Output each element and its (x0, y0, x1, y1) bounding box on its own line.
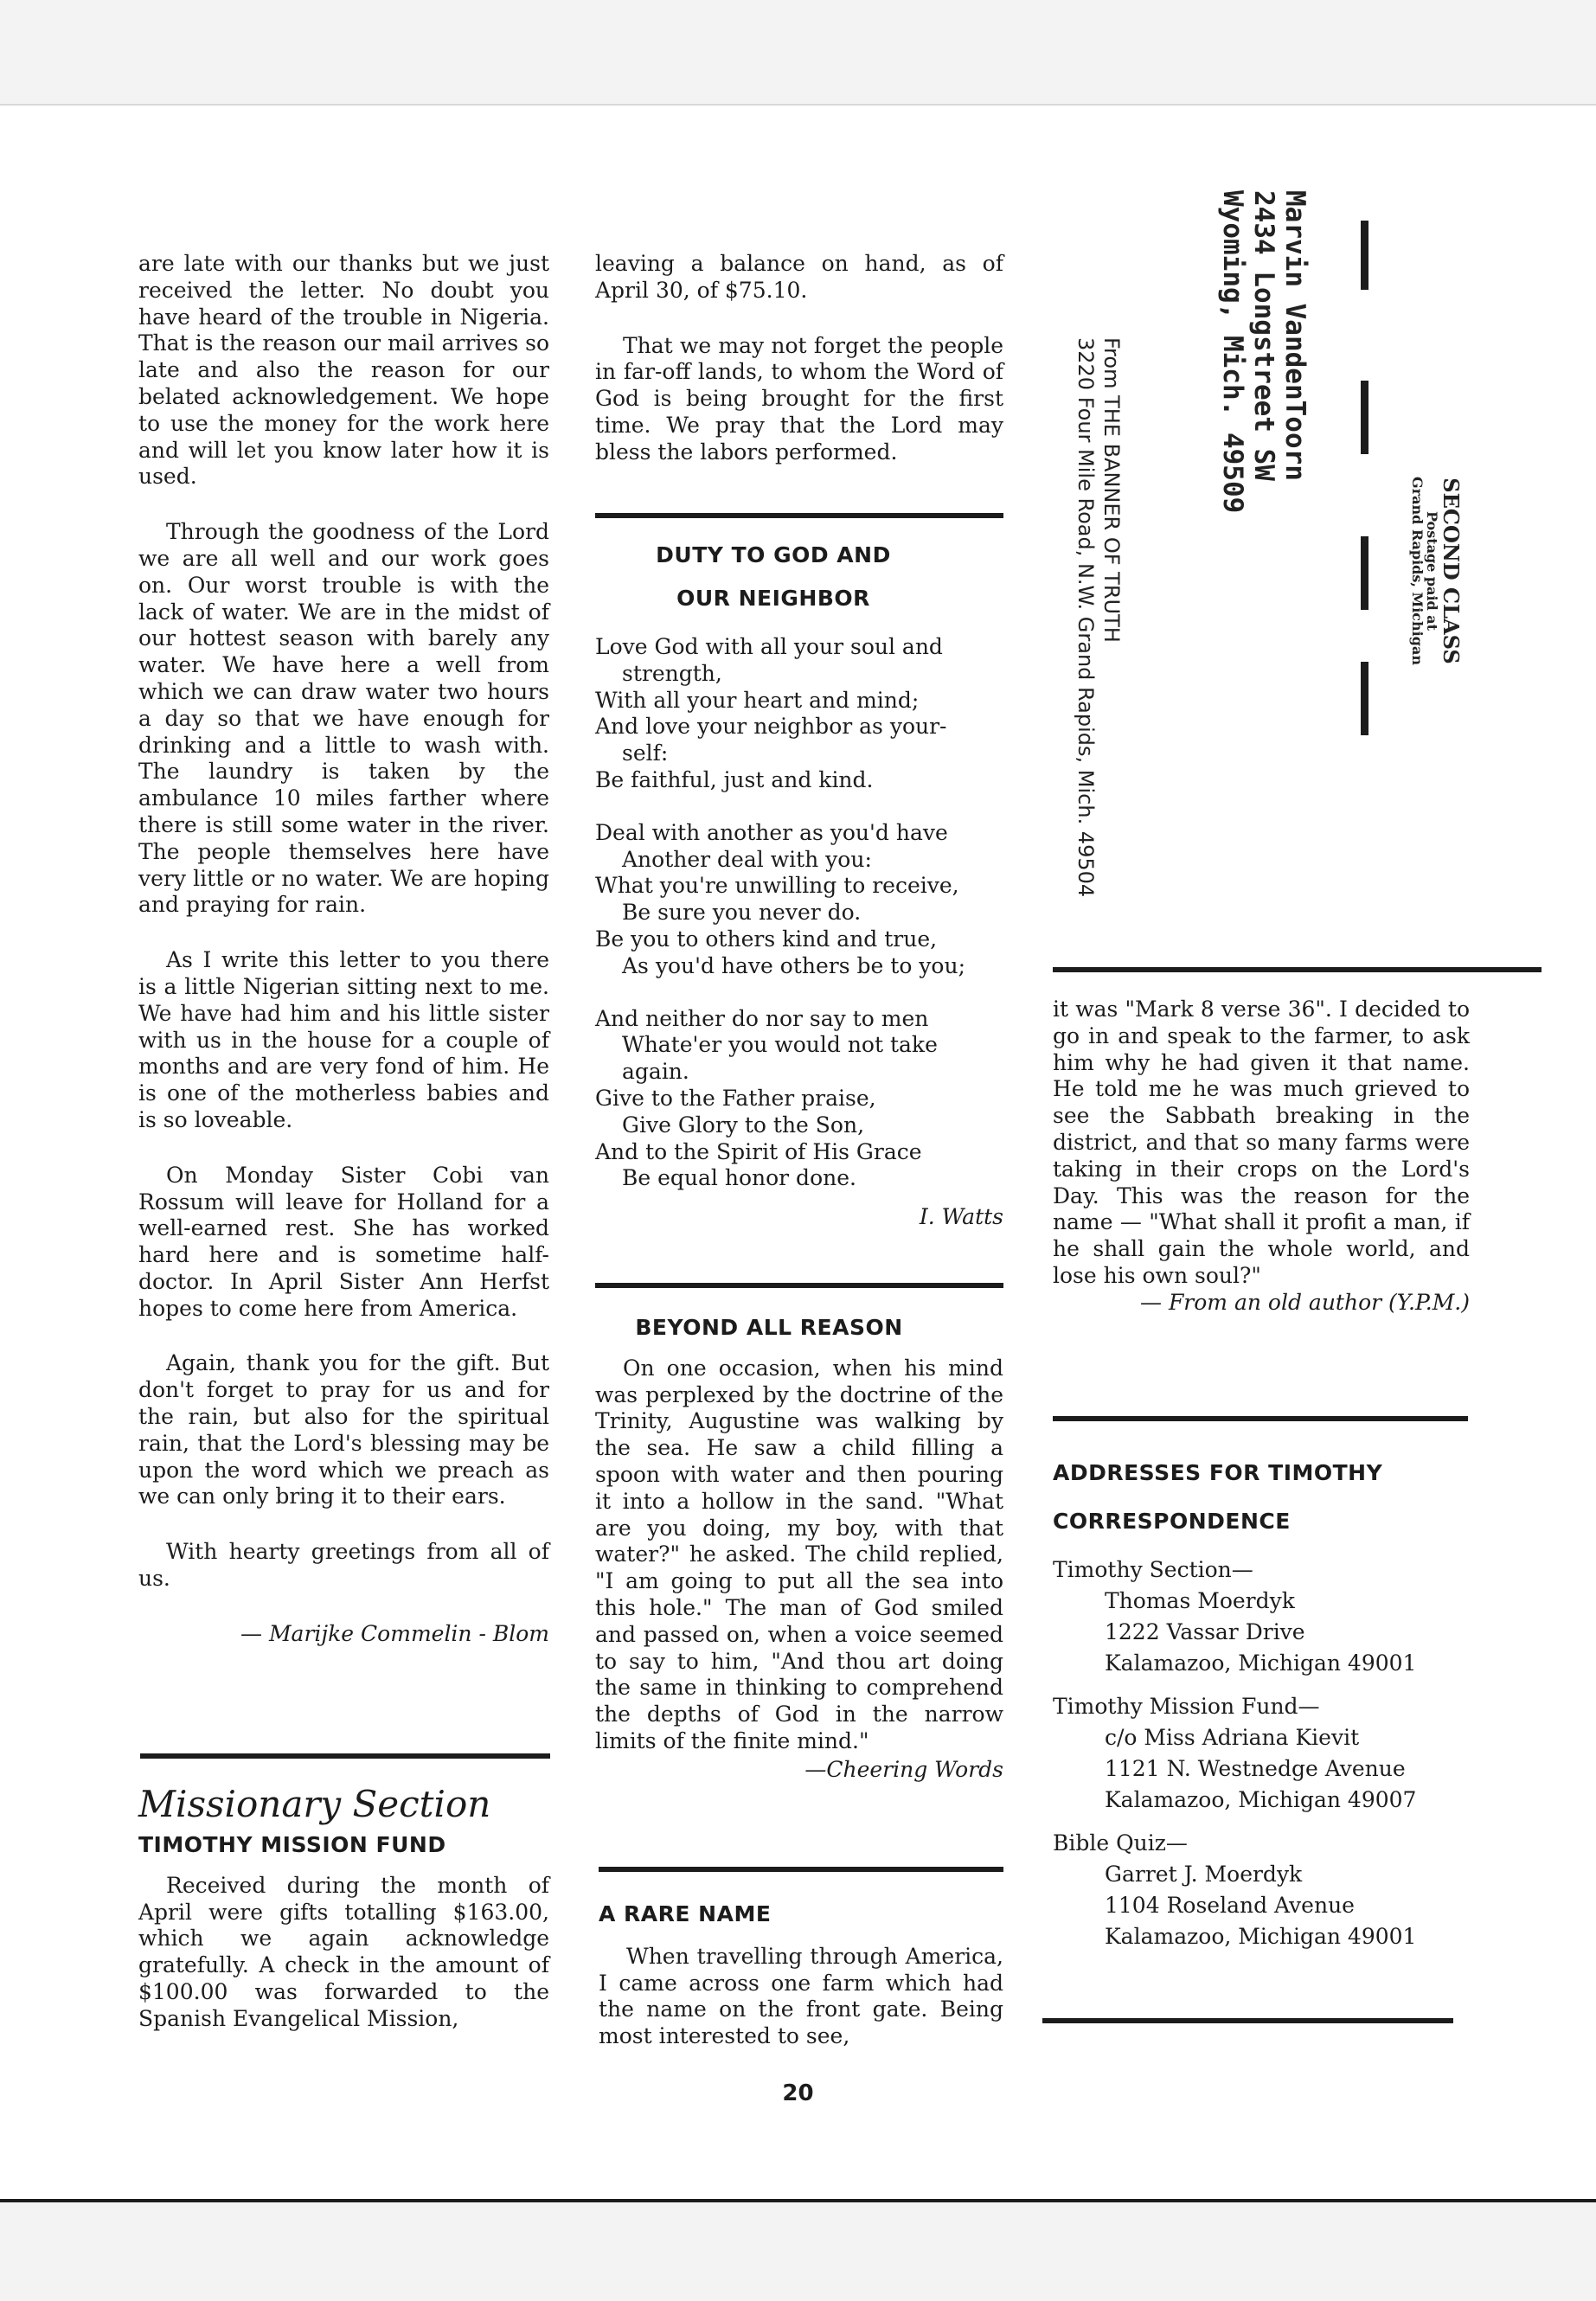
poem-line: Another deal with you: (622, 846, 872, 872)
label-bar (1361, 221, 1368, 290)
address-line: Kalamazoo, Michigan 49001 (1105, 1924, 1417, 1949)
poem-rule (595, 513, 1003, 518)
poem-line: Be faithful, just and kind. (595, 766, 874, 792)
poem-heading: OUR NEIGHBOR (676, 586, 870, 611)
section-rule (140, 1753, 550, 1759)
address-line: Kalamazoo, Michigan 49001 (1105, 1650, 1417, 1676)
letter-paragraph: As I write this letter to you there is a little Nigerian sitting next to me. We have had him and his little sister with us in the house for a couple of months and are very fond of him. He is one of the motherless babies and is so loveable. (138, 947, 549, 1132)
addresses-heading: CORRESPONDENCE (1053, 1509, 1291, 1534)
from-line: 3220 Four Mile Road, N.W. Grand Rapids, Mich. 49504 (1074, 337, 1098, 898)
address-line: Marvin VandenToorn (1279, 190, 1311, 481)
poem-line: strength, (622, 660, 722, 686)
letter-paragraph: Through the goodness of the Lord we are all well and our work goes on. Our worst trouble is with the lack of water. We are in the midst of our hottest season with barely any water. We have here a well from which we can draw water two hours a day so that we have enough for drinking and a little to wash with. The laundry is taken by the ambulance 10 miles farther where there is still some water in the river. The people themselves here have very little or no water. We are hoping and praying for rain. (138, 519, 549, 918)
rare-heading: A RARE NAME (599, 1901, 772, 1926)
address-line: Garret J. Moerdyk (1105, 1862, 1303, 1887)
from-line: From THE BANNER OF TRUTH (1099, 337, 1124, 643)
poem-line: Be sure you never do. (622, 900, 862, 926)
address-block (1053, 1554, 1503, 1679)
address-line: 1222 Vassar Drive (1105, 1619, 1305, 1644)
reason-rule (595, 1283, 1003, 1288)
address-label: Timothy Mission Fund— (1053, 1694, 1320, 1719)
permit-line: Grand Rapids, Michigan (1409, 477, 1426, 665)
rare-rule (599, 1867, 1003, 1872)
letter-paragraph: are late with our thanks but we just received the letter. No doubt you have heard of the trouble in Nigeria. That is the reason our mail arrives so late and also the reason for our belated acknowledgement. We hope to use the money for the work here and will let you know later how it is used. (138, 251, 549, 490)
poem-line: Deal with another as you'd have (595, 819, 948, 845)
label-rule (1053, 967, 1542, 972)
poem-line: self: (622, 740, 669, 766)
poem-line: Give Glory to the Son, (622, 1112, 865, 1138)
poem-line: With all your heart and mind; (595, 687, 920, 713)
permit-title: SECOND CLASS (1439, 478, 1464, 664)
fund-continued: leaving a balance on hand, as of April 30, of $75.10. (595, 251, 1003, 303)
letter-paragraph: On Monday Sister Cobi van Rossum will leave for Holland for a well-earned rest. She has worked hard here and is sometime half-doctor. In April Sister Ann Herfst hopes to come here from America. (138, 1162, 549, 1321)
addresses (1053, 1449, 1503, 1952)
address-line: Kalamazoo, Michigan 49007 (1105, 1787, 1417, 1812)
fund-paragraph: Received during the month of April were gifts totalling $163.00, which we again acknowledge gratefully. A check in the amount of $100.00 was forwarded to the Spanish Evangelical Mission, (138, 1872, 549, 2031)
poem-line: Love God with all your soul and (595, 634, 943, 659)
reason-paragraph: On one occasion, when his mind was perplexed by the doctrine of the Trinity, Augustine was walking by the sea. He saw a child filling a spoon with water and then pouring it into a hollow in the sand. "What are you doing, my boy, with that water?" he asked. The child replied, "I am going to put all the sea into this hole." The man of God smiled and passed on, when a voice seemed to say to him, "And thou art doing the same in thinking to comprehend the depths of God in the narrow limits of the finite mind." (595, 1355, 1003, 1753)
column-1 (138, 251, 549, 1648)
column-3 (1053, 997, 1470, 1317)
poem-line: Give to the Father praise, (595, 1085, 876, 1111)
poem-line: What you're unwilling to receive, (595, 873, 959, 899)
fund-prayer: That we may not forget the people in far-off lands, to whom the Word of God is being brought for the first time. We pray that the Lord may bless the labors performed. (595, 332, 1003, 465)
address-line: 1104 Roseland Avenue (1105, 1893, 1355, 1918)
address-line: 1121 N. Westnedge Avenue (1105, 1756, 1406, 1781)
address-label: Timothy Section— (1053, 1557, 1253, 1582)
letter-paragraph: Again, thank you for the gift. But don't forget to pray for us and for the rain, but also for the spiritual rain, that the Lord's blessing may be upon the word which we preach as we can only bring it to their ears. (138, 1350, 549, 1509)
poem-author: I. Watts (919, 1204, 1003, 1230)
poem-stanza (595, 1006, 1003, 1193)
poem-line: Whate'er you would not take (622, 1032, 938, 1058)
poem-line: Be you to others kind and true, (595, 926, 938, 952)
poem-line: again. (622, 1059, 689, 1085)
addresses-rule (1053, 1416, 1468, 1421)
label-bar (1361, 536, 1368, 610)
poem-stanza (595, 820, 1003, 980)
letter-signature: — Marijke Commelin - Blom (240, 1620, 549, 1646)
postage-permit (1410, 190, 1462, 952)
poem-line: And to the Spirit of His Grace (595, 1138, 922, 1164)
address-block (1053, 1828, 1503, 1952)
address-line: c/o Miss Adriana Kievit (1105, 1725, 1360, 1750)
label-bar (1361, 662, 1368, 735)
rare-continued: it was "Mark 8 verse 36". I decided to go in and speak to the farmer, to ask him why he had given it that name. He told me he was much grieved to see the Sabbath breaking in the district, and that so many farms were taking in their crops on the Lord's Day. This was the reason for the name — "What shall it profit a man, if he shall gain the whole world, and lose his own soul?" (1053, 997, 1470, 1288)
missionary-section (138, 1782, 549, 2033)
rare-source: — From an old author (Y.P.M.) (1140, 1289, 1470, 1315)
poem-stanza (595, 634, 1003, 794)
address-line: 2434 Longstreet SW (1248, 190, 1279, 481)
beyond-all-reason (595, 1315, 1003, 1784)
address-label (1217, 190, 1311, 952)
bottom-rule (1042, 2018, 1453, 2023)
column-2 (595, 251, 1003, 466)
section-title: Missionary Section (138, 1783, 491, 1825)
poem-line: And neither do nor say to men (595, 1005, 929, 1031)
permit-line: Postage paid at (1424, 510, 1440, 631)
address-line: Thomas Moerdyk (1105, 1588, 1295, 1613)
page-number: 20 (782, 2080, 814, 2106)
addresses-heading: ADDRESSES FOR TIMOTHY (1053, 1460, 1383, 1485)
address-block (1053, 1691, 1503, 1816)
letter-paragraph: With hearty greetings from all of us. (138, 1539, 549, 1592)
label-bar (1361, 381, 1368, 454)
poem-line: As you'd have others be to you; (622, 952, 966, 978)
rare-paragraph: When travelling through America, I came across one farm which had the name on the front gate. Being most interested to see, (599, 1943, 1003, 2049)
poem-heading: DUTY TO GOD AND (656, 542, 891, 567)
a-rare-name (599, 1901, 1003, 2050)
mailing-label (1410, 190, 1462, 952)
poem-line: Be equal honor done. (622, 1165, 856, 1191)
address-line: Wyoming, Mich. 49509 (1217, 190, 1248, 514)
fund-heading: TIMOTHY MISSION FUND (138, 1832, 446, 1857)
poem (595, 534, 1003, 1231)
address-label: Bible Quiz— (1053, 1830, 1188, 1856)
reason-heading: BEYOND ALL REASON (635, 1315, 903, 1340)
poem-line: And love your neighbor as your- (595, 714, 947, 740)
reason-source: —Cheering Words (804, 1756, 1003, 1782)
